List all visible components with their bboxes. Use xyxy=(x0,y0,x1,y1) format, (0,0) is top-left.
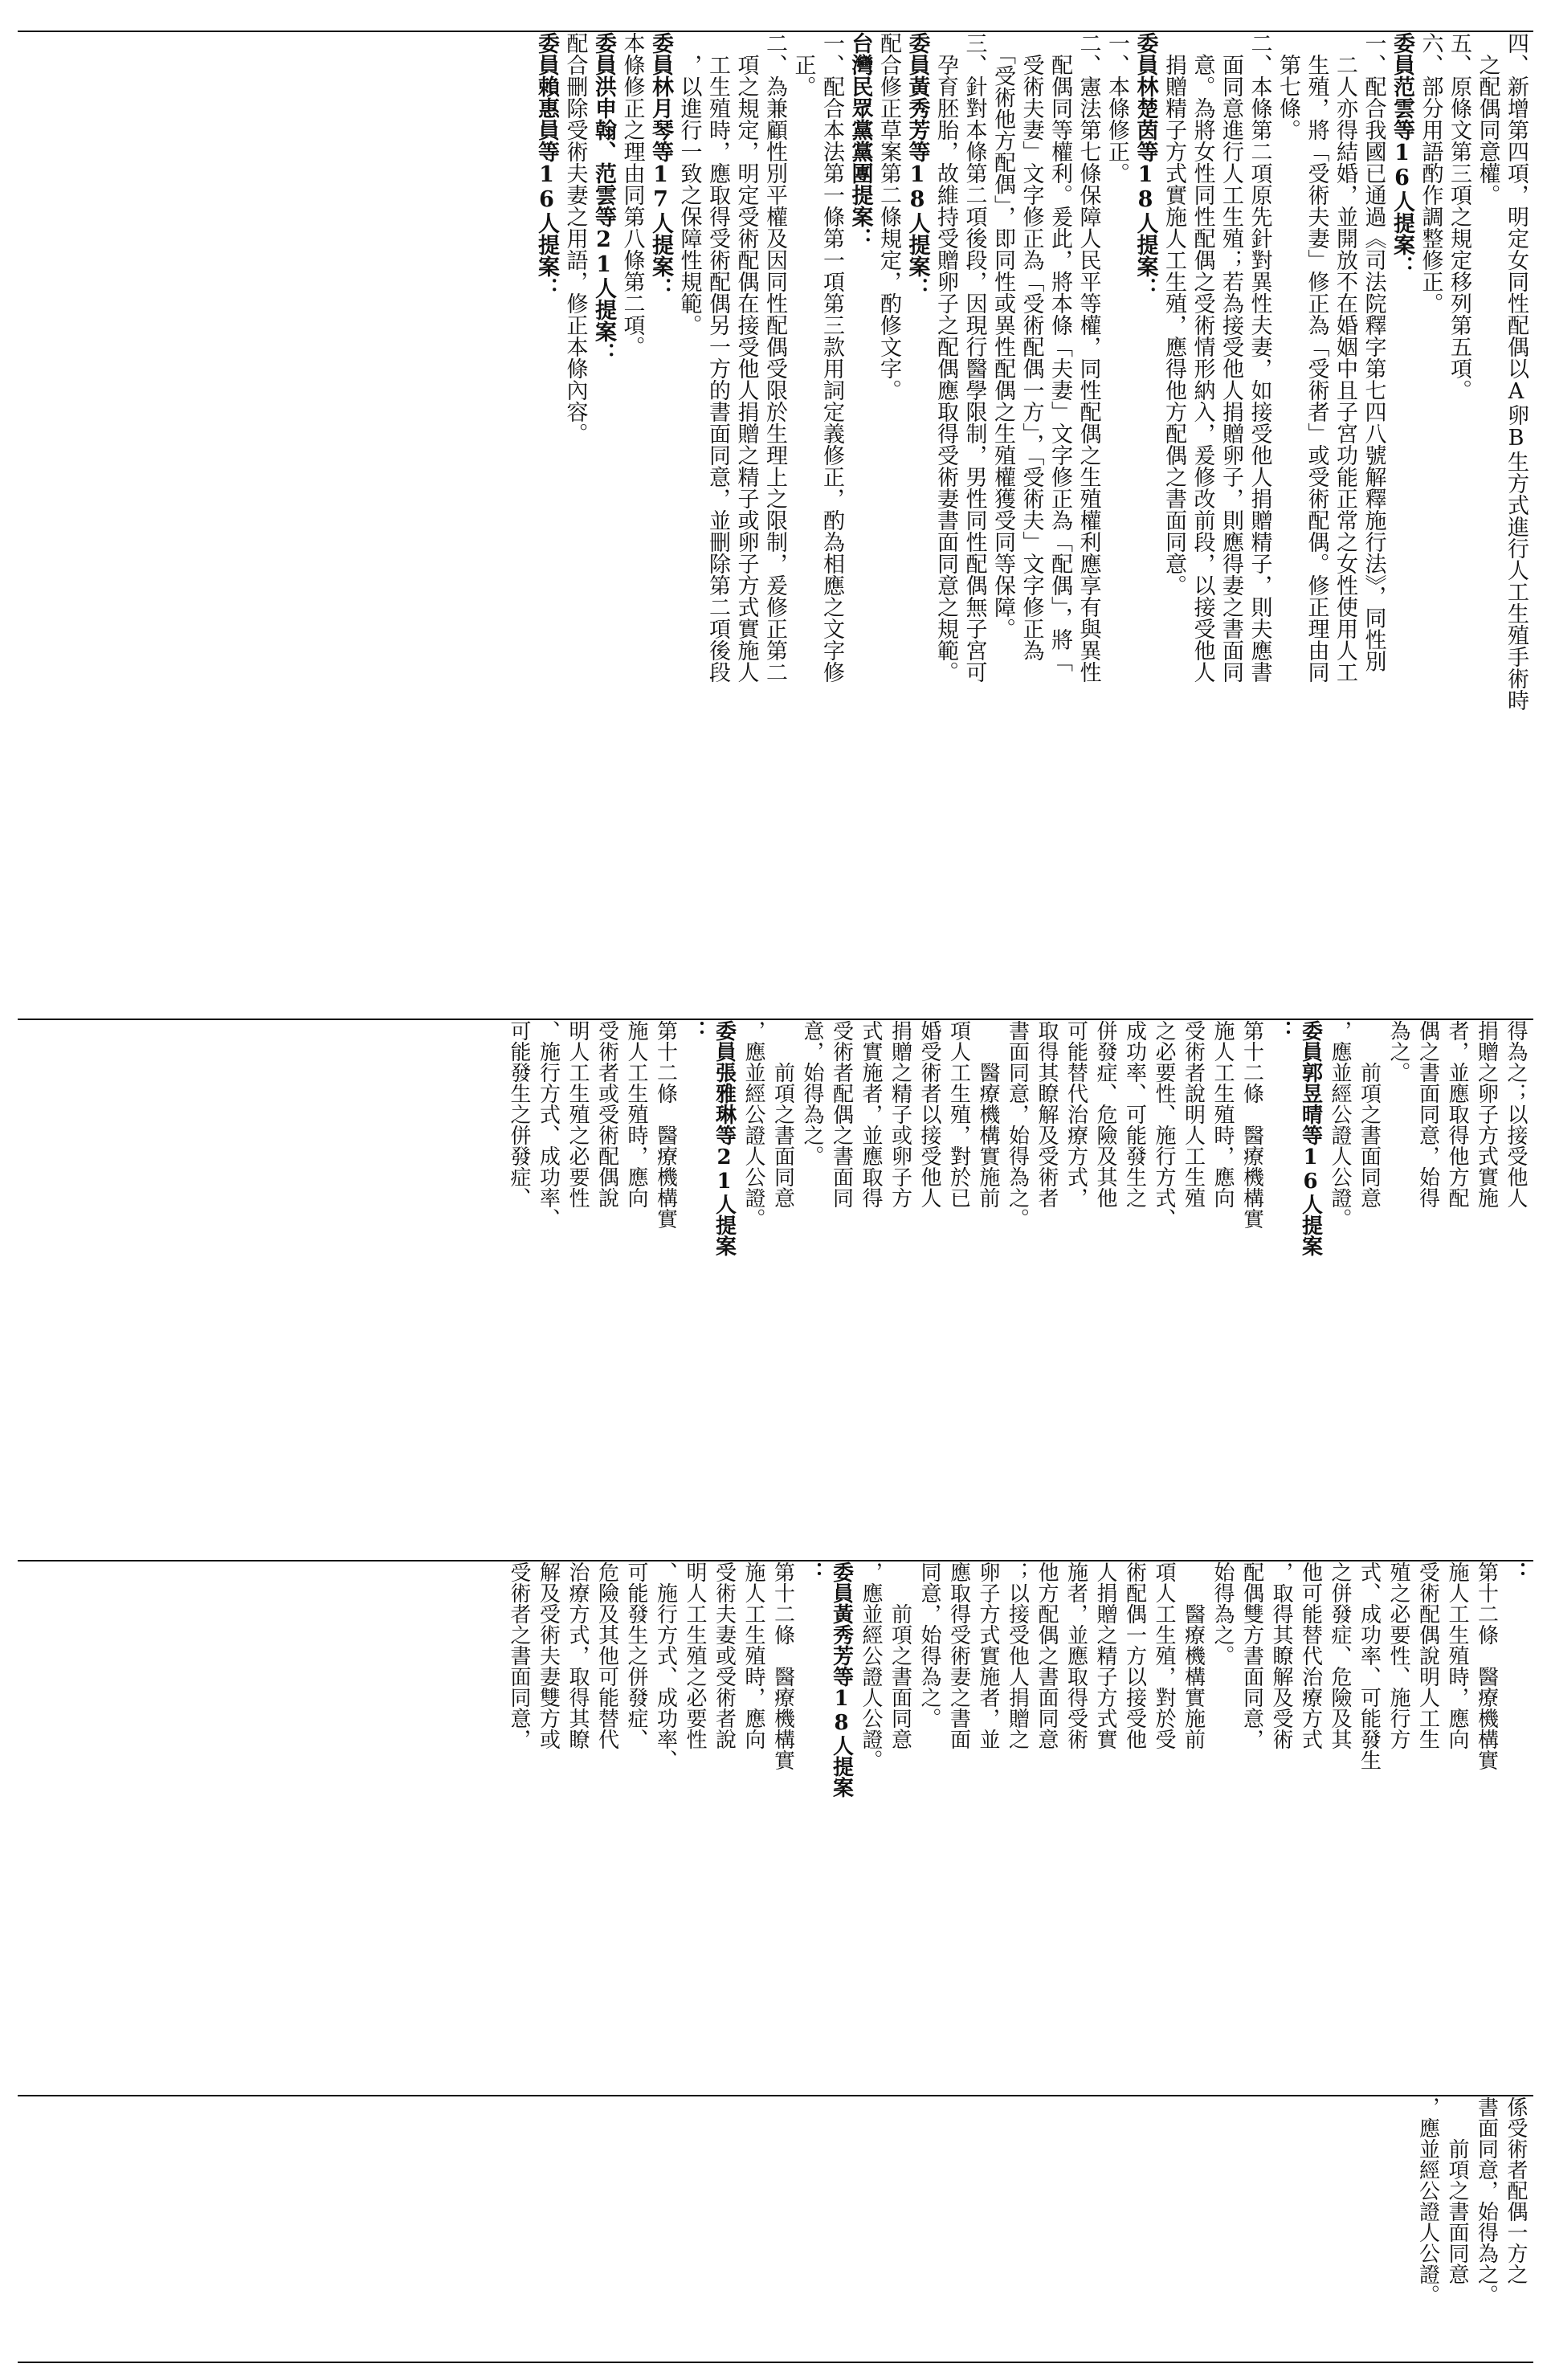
text-line: 之必要性、施行方式、 xyxy=(1152,1020,1176,1229)
text-line: 、施行方式、成功率、 xyxy=(653,1561,678,1770)
text-line: 施者，並應取得受術 xyxy=(1063,1561,1088,1749)
text-line: 之併發症、危險及其 xyxy=(1328,1561,1352,1749)
proposal-text-2 xyxy=(504,1020,1534,1558)
text-line: 者，並應取得他方配 xyxy=(1445,1020,1469,1208)
proposal-heading: 台灣民眾黨黨團提案： xyxy=(847,32,873,249)
text-line: 第十二條 醫療機構實 xyxy=(653,1020,678,1229)
text-line: 人捐贈之精子方式實 xyxy=(1093,1561,1117,1749)
proposal-heading: ： xyxy=(1504,1561,1528,1582)
text-line: 殖之必要性、施行方 xyxy=(1386,1561,1410,1749)
text-line: 捐贈精子方式實施人工生殖，應得他方配偶之書面同意。 xyxy=(1161,32,1186,596)
text-line: 偶之書面同意，始得 xyxy=(1415,1020,1440,1208)
text-line: 可能發生之併發症、 xyxy=(507,1020,531,1208)
text-line: 得為之；以接受他人 xyxy=(1504,1020,1528,1208)
text-line: 本條修正之理由同第八條第二項。 xyxy=(619,32,645,357)
text-line: 受術者或受術配偶說 xyxy=(594,1020,619,1208)
text-line: 一、本條修正。 xyxy=(1104,32,1129,184)
text-line: 之配偶同意權。 xyxy=(1475,32,1500,206)
text-line: 可能發生之併發症、 xyxy=(624,1561,648,1749)
text-line: 第十二條 醫療機構實 xyxy=(1239,1020,1264,1229)
text-line: 施人工生殖時，應向 xyxy=(741,1561,765,1749)
text-line: 前項之書面同意 xyxy=(888,1561,912,1749)
text-line: 生殖，將「受術夫妻」修正為「受術者」或受術配偶。修正理由同 xyxy=(1304,32,1329,683)
text-line: 取得其瞭解及受術者 xyxy=(1035,1020,1059,1208)
text-line: 他可能替代治療方式 xyxy=(1298,1561,1323,1749)
text-line: 孕育胚胎，故維持受贈卵子之配偶應取得受術妻書面同意之規範。 xyxy=(933,32,958,683)
text-line: 配偶同等權利。爰此，將本條「夫妻」文字修正為「配偶」，將「 xyxy=(1047,32,1072,672)
text-line: 式、成功率、可能發生 xyxy=(1357,1561,1382,1770)
text-line: 受術者說明人工生殖 xyxy=(1181,1020,1206,1208)
text-line: 配偶雙方書面同意， xyxy=(1239,1561,1264,1749)
text-line: 正。 xyxy=(790,32,816,97)
text-line: 二、為兼顧性別平權及因同性配偶受限於生理上之限制，爰修正第二 xyxy=(762,32,787,683)
text-line: ，應並經公證人公證。 xyxy=(1328,1020,1352,1229)
text-line: 配合修正草案第二條規定，酌修文字。 xyxy=(876,32,901,401)
proposal-heading: 委員洪申翰、范雲等21人提案： xyxy=(591,32,616,364)
text-line: 醫療機構實施前 xyxy=(1181,1561,1206,1749)
text-line: 一、配合我國已通過《司法院釋字第七四八號解釋施行法》，同性別 xyxy=(1361,32,1386,672)
text-line: 他方配偶之書面同意 xyxy=(1035,1561,1059,1749)
text-line: 二、憲法第七條保障人民平等權，同性配偶之生殖權利應享有與異性 xyxy=(1075,32,1101,683)
text-line: 配合刪除受術夫妻之用語，修正本條內容。 xyxy=(562,32,588,444)
text-line: 術配偶一方以接受他 xyxy=(1122,1561,1147,1749)
text-line: 二人亦得結婚，並開放不在婚姻中且子宮功能正常之女性使用人工 xyxy=(1333,32,1357,683)
text-line: 前項之書面同意 xyxy=(770,1020,795,1208)
proposal-heading: 委員范雲等16人提案： xyxy=(1390,32,1414,277)
proposal-heading: 委員黃秀芳等18人提案 xyxy=(829,1561,854,1798)
text-line: ；以接受他人捐贈之 xyxy=(1005,1561,1030,1749)
proposal-heading: ： xyxy=(683,1020,707,1041)
text-line: 係受術者配偶一方之 xyxy=(1504,2096,1528,2284)
text-line: 「受術他方配偶」，即同性或異性配偶之生殖權獲受同等保障。 xyxy=(990,32,1015,639)
proposal-heading: 委員黃秀芳等18人提案： xyxy=(904,32,930,299)
text-line: ，以進行一致之保障性規範。 xyxy=(676,32,702,336)
bottom-rule xyxy=(18,2362,1533,2363)
proposal-heading: 委員賴惠員等16人提案： xyxy=(534,32,559,299)
text-line: 施人工生殖時，應向 xyxy=(1210,1020,1235,1208)
explanation-column xyxy=(18,32,1533,1017)
explanation-text xyxy=(533,32,1534,1017)
text-line: 第十二條 醫療機構實 xyxy=(1474,1561,1499,1770)
text-line: 卵子方式實施者，並 xyxy=(976,1561,1000,1749)
text-line: 明人工生殖之必要性 xyxy=(565,1020,590,1208)
text-line: 受術配偶說明人工生 xyxy=(1415,1561,1440,1749)
text-line: 五、原條文第三項之規定移列第五項。 xyxy=(1447,32,1471,401)
text-line: 二、本條第二項原先針對異性夫妻，如接受他人捐贈精子，則夫應書 xyxy=(1247,32,1272,683)
proposal-heading: ： xyxy=(800,1561,824,1582)
text-line: 危險及其他可能替代 xyxy=(594,1561,619,1749)
text-line: 婚受術者以接受他人 xyxy=(917,1020,941,1208)
text-line: 成功率、可能發生之 xyxy=(1122,1020,1147,1208)
text-line: 受術者配偶之書面同 xyxy=(829,1020,854,1208)
text-line: 面同意進行人工生殖；若為接受他人捐贈卵子，則應得妻之書面同 xyxy=(1218,32,1243,683)
text-line: 明人工生殖之必要性 xyxy=(683,1561,707,1749)
text-line: ，應並經公證人公證。 xyxy=(859,1561,883,1770)
proposal-column-3 xyxy=(18,1561,1533,2093)
text-line: 工生殖時，應取得受術配偶另一方的書面同意，並刪除第二項後段 xyxy=(705,32,730,683)
text-line: 捐贈之卵子方式實施 xyxy=(1474,1020,1499,1208)
text-line: 施人工生殖時，應向 xyxy=(1445,1561,1469,1749)
text-line: 應取得受術妻之書面 xyxy=(946,1561,971,1749)
text-line: ，應並經公證人公證。 xyxy=(741,1020,765,1229)
proposal-heading: 委員郭昱晴等16人提案 xyxy=(1298,1020,1323,1256)
text-line: 六、部分用語酌作調整修正。 xyxy=(1418,32,1443,314)
proposal-column-2 xyxy=(18,1020,1533,1558)
proposal-heading: ： xyxy=(1269,1020,1293,1041)
text-line: 項人工生殖，對於已 xyxy=(946,1020,971,1208)
text-line: 受術夫妻或受術者說 xyxy=(712,1561,737,1749)
text-line: 項人工生殖，對於受 xyxy=(1152,1561,1176,1749)
text-line: 受術者之書面同意， xyxy=(507,1561,531,1749)
text-line: 項之規定，明定受術配偶在接受他人捐贈之精子或卵子方式實施人 xyxy=(733,32,759,683)
proposal-heading: 委員林月琴等17人提案： xyxy=(648,32,673,299)
text-line: 捐贈之精子或卵子方 xyxy=(888,1020,912,1208)
text-line: 意。為將女性同性配偶之受術情形納入，爰修改前段，以接受他人 xyxy=(1190,32,1215,683)
text-line: 書面同意，始得為之。 xyxy=(1005,1020,1030,1229)
text-line: 第七條。 xyxy=(1275,32,1300,141)
text-line: 可能替代治療方式， xyxy=(1063,1020,1088,1208)
text-line: 四、新增第四項，明定女同性配偶以A卵B生方式進行人工生殖手術時 xyxy=(1504,32,1529,711)
text-line: 治療方式，取得其瞭 xyxy=(565,1561,590,1749)
text-line: 式實施者，並應取得 xyxy=(859,1020,883,1208)
text-line: 書面同意，始得為之。 xyxy=(1474,2096,1499,2305)
text-line: 醫療機構實施前 xyxy=(976,1020,1000,1208)
proposal-column-4 xyxy=(18,2096,1533,2360)
text-line: 三、針對本條第二項後段，因現行醫學限制，男性同性配偶無子宮可 xyxy=(961,32,987,683)
text-line: 同意，始得為之。 xyxy=(917,1561,941,1729)
text-line: 前項之書面同意 xyxy=(1357,1020,1382,1208)
text-line: 併發症、危險及其他 xyxy=(1093,1020,1117,1208)
text-line: 意，始得為之。 xyxy=(800,1020,824,1166)
text-line: 受術夫妻」文字修正為「受術配偶一方」，「受術夫」文字修正為 xyxy=(1018,32,1044,661)
text-line: 、施行方式、成功率、 xyxy=(536,1020,561,1229)
text-line: 一、配合本法第一條第一項第三款用詞定義修正，酌為相應之文字修 xyxy=(819,32,844,683)
proposal-text-3 xyxy=(504,1561,1534,2093)
text-line: 為之。 xyxy=(1386,1020,1410,1083)
text-line: 第十二條 醫療機構實 xyxy=(770,1561,795,1770)
proposal-heading: 委員張雅琳等21人提案 xyxy=(712,1020,737,1256)
proposal-text-4 xyxy=(1413,2096,1533,2360)
text-line: 始得為之。 xyxy=(1210,1561,1235,1666)
text-line: 施人工生殖時，應向 xyxy=(624,1020,648,1208)
text-line: ，應並經公證人公證。 xyxy=(1415,2096,1440,2305)
proposal-heading: 委員林楚茵等18人提案： xyxy=(1133,32,1158,299)
text-line: ，取得其瞭解及受術 xyxy=(1269,1561,1293,1749)
text-line: 解及受術夫妻雙方或 xyxy=(536,1561,561,1749)
text-line: 前項之書面同意 xyxy=(1445,2096,1469,2284)
